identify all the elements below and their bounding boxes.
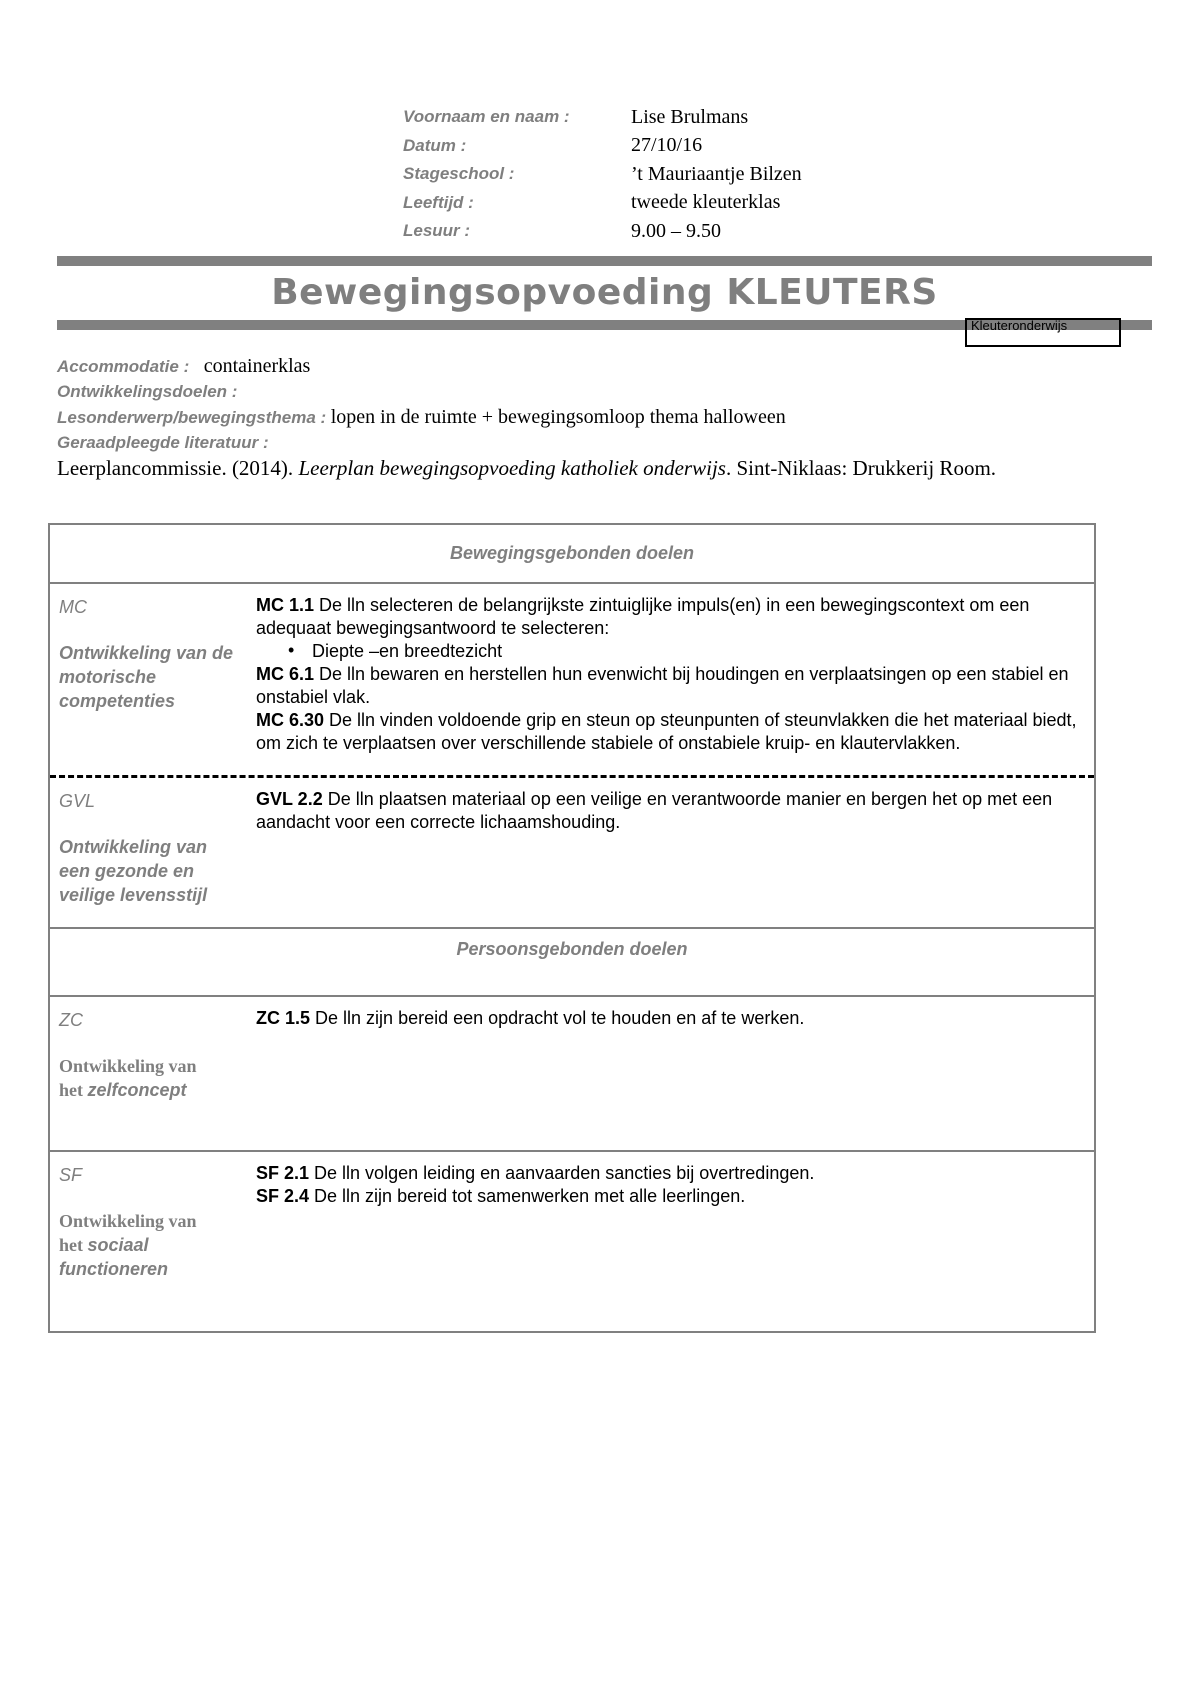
literature-label: Geraadpleegde literatuur : [57,433,269,452]
name-value: Lise Brulmans [631,105,749,128]
category-description [59,1209,239,1281]
goal-description: De lln bewaren en herstellen hun evenwicht bij houdingen en verplaatsingen op een stabiel en onstabiel vlak. [256,664,1069,707]
goal-description: De lln vinden voldoende grip en steun op steunpunten of steunvlakken die het materiaal biedt, om zich te verplaatsen over verschillende stabiele of onstabiele kruip- en klautervlakken. [256,710,1077,753]
goal-category-mc [59,595,239,713]
category-code: SF [59,1165,83,1185]
goal-bullets [256,640,1084,663]
category-description: Ontwikkeling van de motorische competenties [59,643,234,711]
goal-item [256,663,1084,709]
goal-description: De lln selecteren de belangrijkste zintuiglijke impuls(en) in een bewegingscontext om een adequaat bewegingsantwoord te selecteren: [256,595,1030,638]
description-part: het [59,1080,88,1100]
description-part: sociaal functioneren [59,1235,169,1279]
goal-text-zc [256,1007,1084,1030]
development-goals-label: Ontwikkelingsdoelen : [57,382,238,401]
age-value: tweede kleuterklas [631,191,781,214]
category-code: GVL [59,791,96,811]
goal-text-mc [256,594,1084,766]
age-label: Leeftijd : [403,192,474,212]
date-value: 27/10/16 [631,134,703,157]
description-part: Ontwikkeling van [59,1056,197,1076]
date-label: Datum : [403,135,467,155]
goal-row-zc [50,997,1094,1152]
goal-row-mc [50,584,1094,778]
student-info [403,103,802,246]
lesson-topic-label: Lesonderwerp/bewegingsthema : [57,408,327,427]
description-part: het [59,1235,88,1255]
school-value: ’t Mauriaantje Bilzen [631,162,802,185]
info-row-date [403,132,802,161]
info-row-age [403,189,802,218]
goal-description: De lln volgen leiding en aanvaarden sancties bij overtredingen. [309,1163,815,1183]
category-description [59,1054,239,1102]
goal-item [256,1162,1084,1185]
description-part: Ontwikkeling van [59,1211,197,1231]
section-header-movement [50,525,1094,584]
lesson-time-label: Lesuur : [403,221,471,241]
section-header-person [50,929,1094,997]
bullet-item: • Diepte –en breedtezicht [312,640,1084,663]
category-code: MC [59,597,87,617]
goal-description: De lln zijn bereid tot samenwerken met alle leerlingen. [309,1186,746,1206]
section-title-movement: Bewegingsgebonden doelen [449,543,695,563]
literature-author: Leerplancommissie. (2014). [57,456,294,480]
lesson-topic-value: lopen in de ruimte + bewegingsomloop thema halloween [330,406,786,428]
name-label: Voornaam en naam : [403,107,570,127]
section-title-person: Persoonsgebonden doelen [456,939,688,959]
goal-item [256,594,1084,640]
goal-description: De lln plaatsen materiaal op een veilige en verantwoorde manier en bergen het op met een aandacht voor een correcte lichaamshouding. [256,789,1053,832]
goal-code: MC 1.1 [256,595,315,615]
literature-label-line [57,433,269,453]
goal-category-gvl [59,789,239,907]
accommodation-value: containerklas [203,355,311,377]
info-row-school [403,160,802,189]
accommodation-label: Accommodatie : [57,357,190,376]
accommodation-line [57,355,310,378]
school-label: Stageschool : [403,164,515,184]
goal-row-gvl [50,778,1094,929]
top-divider [57,256,1152,266]
literature-title: Leerplan bewegingsopvoeding katholiek onderwijs [298,456,726,480]
goal-text-sf [256,1162,1084,1208]
info-row-name [403,103,802,132]
literature-reference [57,456,996,481]
goal-item [256,788,1084,834]
goal-row-sf [50,1152,1094,1331]
goal-text-gvl [256,788,1084,834]
goal-code: GVL 2.2 [256,789,323,809]
goal-code: SF 2.4 [256,1186,310,1206]
category-code: ZC [59,1010,83,1030]
category-description: Ontwikkeling van een gezonde en veilige levensstijl [59,837,208,905]
goal-category-zc [59,1008,239,1102]
info-row-lesson-time [403,217,802,246]
goal-code: MC 6.30 [256,710,325,730]
education-level-tag: Kleuteronderwijs [965,318,1121,347]
goal-item [256,1185,1084,1208]
development-goals-line [57,382,237,402]
lesson-topic-line [57,406,786,429]
goals-table [48,523,1096,1333]
literature-publisher: . Sint-Niklaas: Drukkerij Room. [725,456,997,480]
goal-code: ZC 1.5 [256,1008,311,1028]
goal-description: De lln zijn bereid een opdracht vol te houden en af te werken. [310,1008,805,1028]
goal-item [256,1007,1084,1030]
goal-code: MC 6.1 [256,664,315,684]
goal-item [256,709,1084,755]
goal-code: SF 2.1 [256,1163,310,1183]
page-title: Bewegingsopvoeding KLEUTERS [271,272,938,313]
goal-category-sf [59,1163,239,1281]
lesson-time-value: 9.00 – 9.50 [631,219,721,242]
description-part: zelfconcept [87,1080,187,1100]
